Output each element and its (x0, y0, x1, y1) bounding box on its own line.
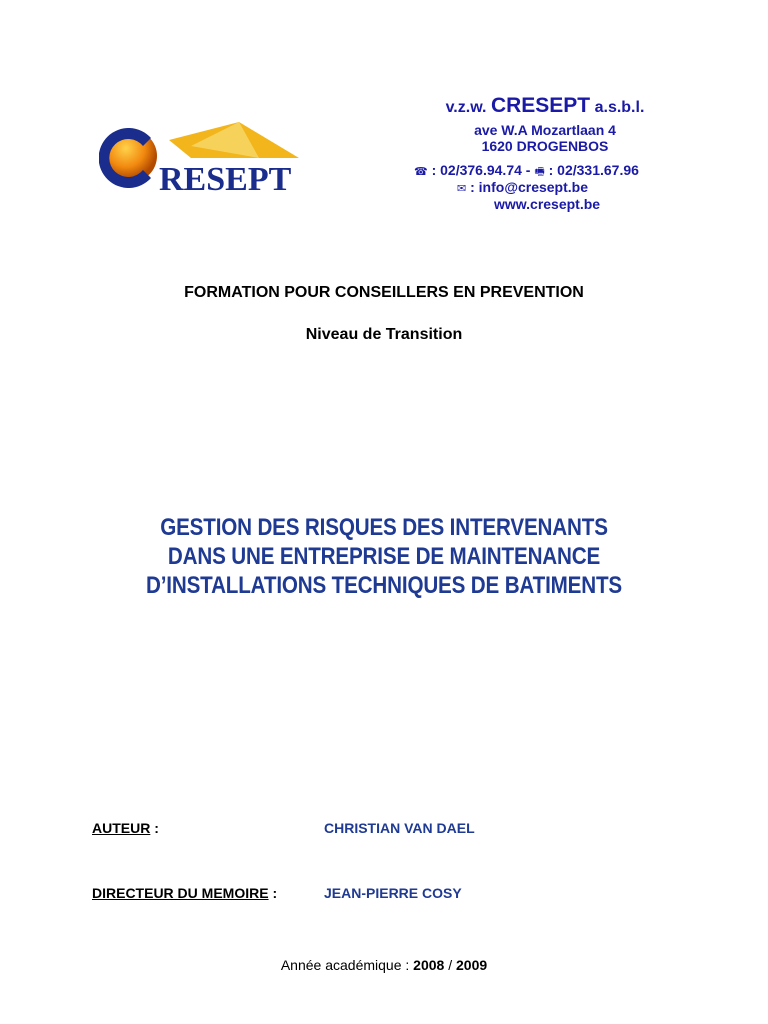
year-start: 2008 (413, 957, 445, 973)
contact-phone-fax (414, 162, 679, 180)
org-name-main: CRESEPT (490, 94, 591, 117)
address-line-2: 1620 DROGENBOS (481, 138, 609, 154)
year-end: 2009 (456, 957, 488, 973)
cresept-logo (99, 118, 315, 196)
logo-text: RESEPT (159, 161, 292, 196)
email-address[interactable]: : info@cresept.be (470, 179, 589, 195)
title-line-2: DANS UNE ENTREPRISE DE MAINTENANCE (167, 543, 601, 570)
address-line-1: ave W.A Mozartlaan 4 (474, 122, 616, 138)
title-line-3: D’INSTALLATIONS TECHNIQUES DE BATIMENTS (145, 572, 623, 599)
academic-year (0, 957, 768, 973)
email-icon: ✉ (457, 183, 467, 195)
org-suffix: a.s.b.l. (594, 99, 645, 116)
title-line-1: GESTION DES RISQUES DES INTERVENANTS (160, 514, 608, 541)
fax-icon: 🖷 (534, 166, 545, 178)
org-prefix: v.z.w. (445, 99, 487, 116)
niveau-heading: Niveau de Transition (305, 326, 463, 343)
director-label: DIRECTEUR DU MEMOIRE : (92, 885, 278, 901)
author-label: AUTEUR : (92, 820, 159, 836)
director-name: JEAN-PIERRE COSY (324, 885, 462, 901)
fax-number: : 02/331.67.96 (548, 162, 639, 178)
website-link[interactable]: www.cresept.be (494, 196, 601, 212)
year-separator: / (448, 957, 453, 973)
org-name (380, 94, 710, 118)
document-title (54, 513, 714, 600)
phone-icon: ☎ (414, 166, 428, 178)
phone-number: : 02/376.94.74 - (431, 162, 531, 178)
contact-email (457, 179, 722, 197)
year-label: Année académique : (280, 957, 410, 973)
author-name: CHRISTIAN VAN DAEL (324, 820, 475, 836)
formation-heading: FORMATION POUR CONSEILLERS EN PREVENTION (184, 284, 584, 301)
